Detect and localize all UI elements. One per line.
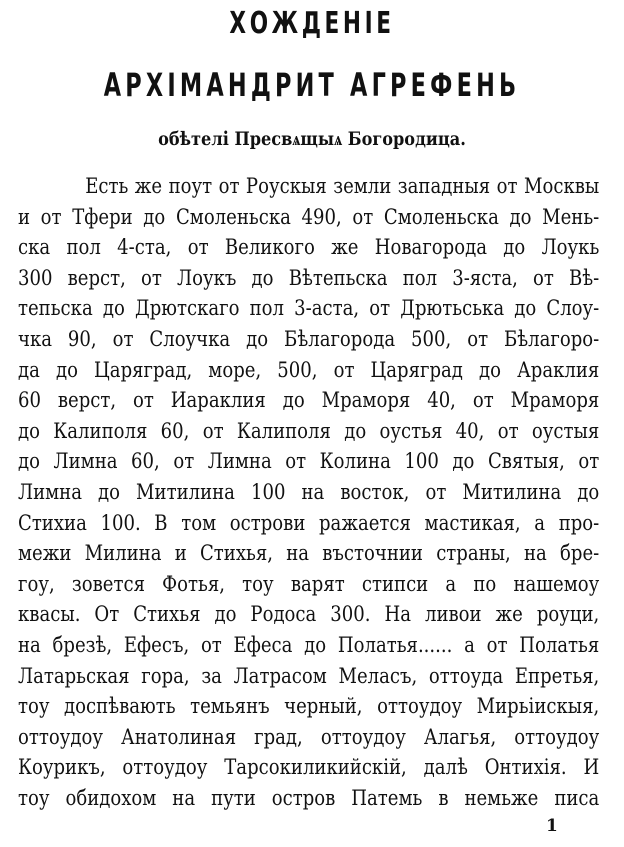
text-line: чка 90, от Слоучка до Бѣлагорода 500, от Бѣлагоро-	[18, 326, 600, 352]
text-line: до Калиполя 60, от Калиполя до оустья 40, от оустыя	[18, 418, 600, 444]
document-dedication: обѣтелі Пресвѧщыѧ Богородица.	[158, 128, 466, 150]
text-line: и от Тфери до Смоленьска 490, от Смоленьска до Мень-	[18, 204, 600, 230]
text-line: ска пол 4-ста, от Великого же Новагорода до Лоукь	[18, 235, 600, 261]
document-title: ХОЖДЕНІЕ	[229, 6, 395, 41]
text-line: Есть же поут от Роускыя земли западныя от Москвы	[85, 174, 600, 199]
text-line: 300 верст, от Лоукъ до Вѣтепьска пол 3-яста, от Вѣ-	[18, 265, 600, 291]
text-line: 60 верст, от Иараклия до Мраморя 40, от Мраморя	[18, 388, 600, 414]
text-line: квасы. От Стихья до Родоса 300. На ливои же роуци,	[18, 602, 600, 628]
text-line: тоу обидохом на пути остров Патемь в немьже писа	[18, 785, 600, 811]
text-line: тепьска до Дрютскаго пол 3-аста, от Дрютьська до Слоу-	[18, 296, 600, 322]
document-author-heading: АРХІМАНДРИТ АГРЕФЕНЬ	[103, 66, 521, 104]
body-paragraph	[18, 172, 600, 814]
text-line: Коурикъ, оттоудоу Тарсокиликийскій, далѣ Онтихія. И	[18, 755, 600, 781]
text-line: оттоудоу Анатолиная град, оттоудоу Алагья, оттоудоу	[18, 724, 600, 750]
text-line: межи Милина и Стихья, на въсточнии страны, на бре-	[18, 541, 600, 567]
text-line: Лимна до Митилина 100 на восток, от Митилина до	[18, 479, 600, 505]
text-line: на брезѣ, Ефесъ, от Ефеса до Полатья...... а от Полатья	[18, 632, 600, 658]
text-line: гоу, зовется Фотья, тоу варят стипси а по нашемоу	[18, 571, 600, 597]
text-line: Стихиа 100. В том острови ражается мастикая, а про-	[18, 510, 600, 536]
page-number: 1	[546, 816, 558, 836]
text-line: до Лимна 60, от Лимна от Колина 100 до Святыя, от	[18, 449, 600, 475]
text-line: тоу доспѣвають темьянъ черный, оттоудоу Мирьіискыя,	[18, 694, 600, 720]
text-line: да до Царяград, море, 500, от Царяград до Араклия	[18, 357, 600, 383]
text-line: Латарьская гора, за Латрасом Меласъ, оттоуда Епретья,	[18, 663, 600, 689]
